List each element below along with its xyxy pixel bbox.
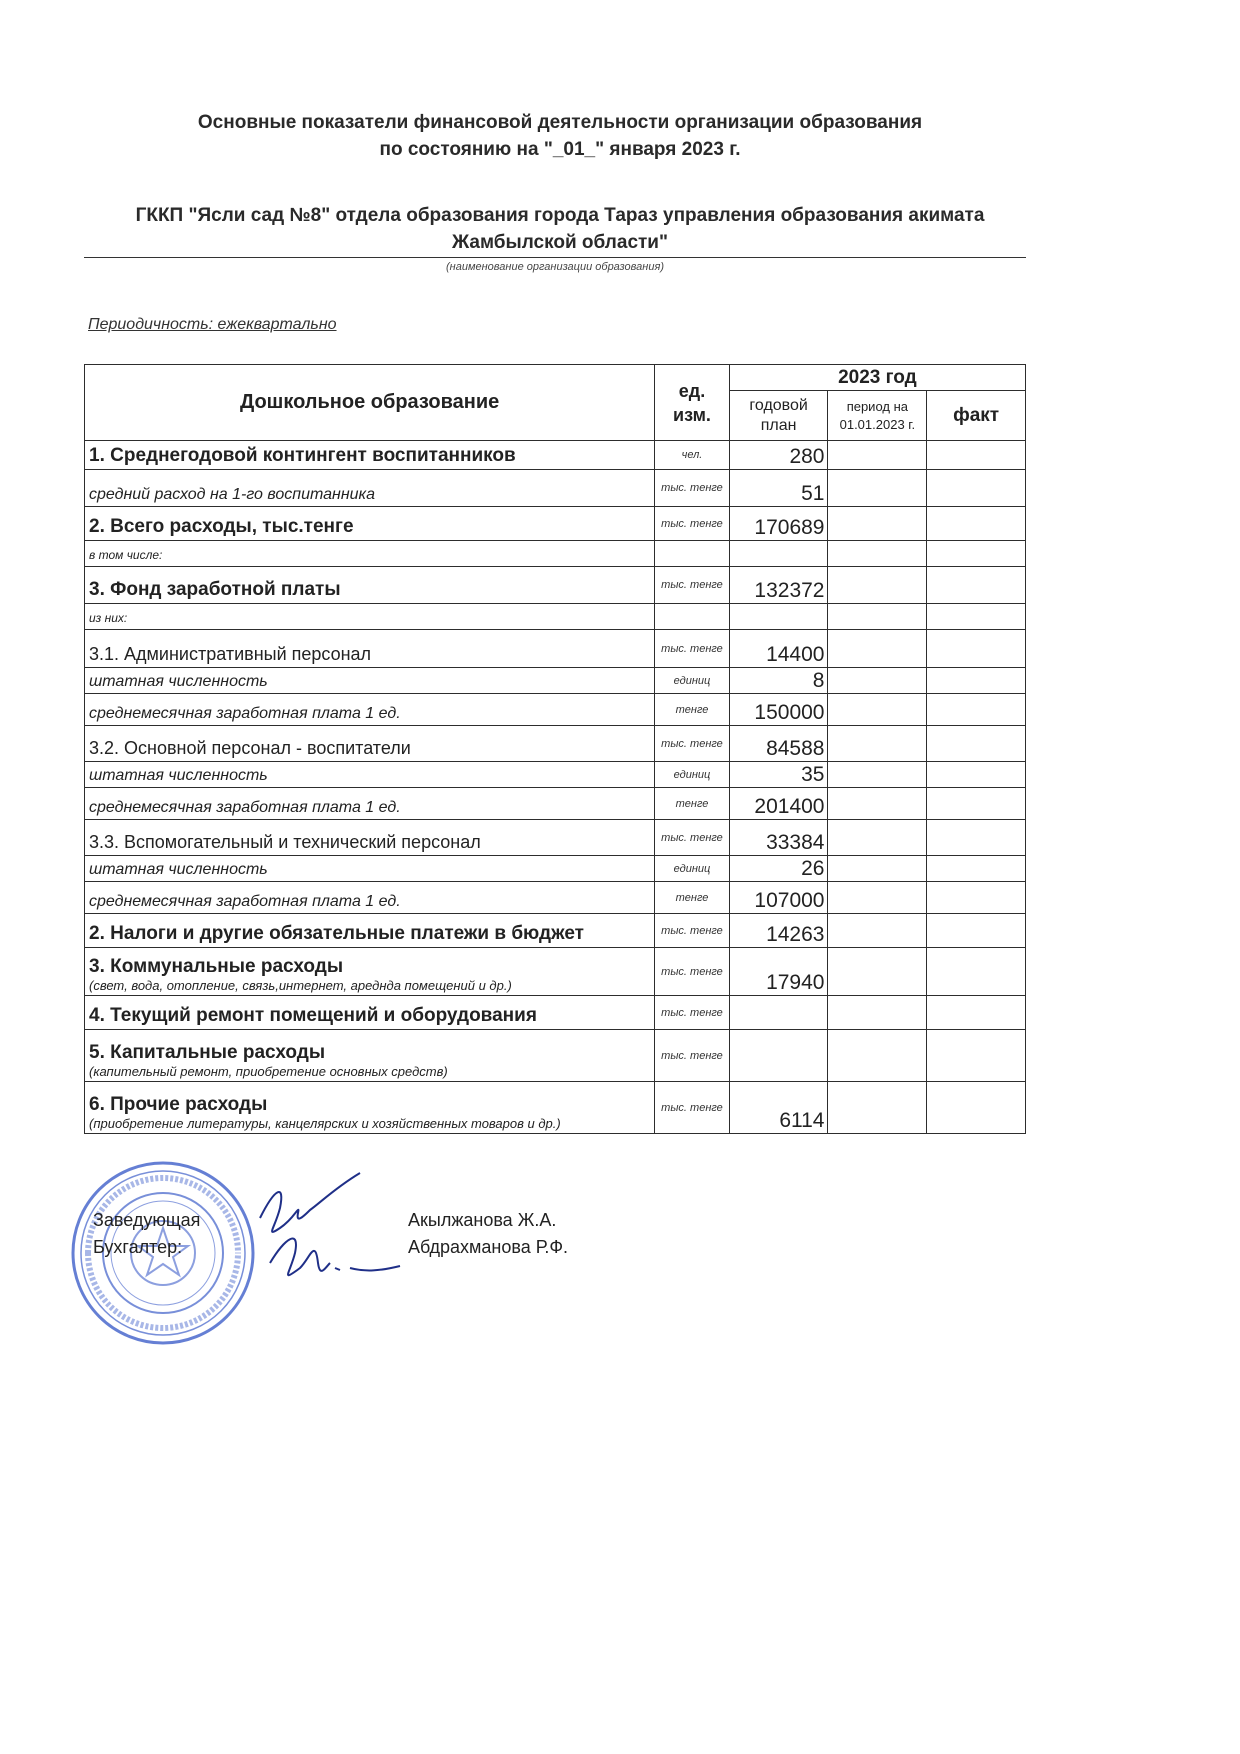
row-label-note: (свет, вода, отопление, связь,интернет, ареднда помещений и др.)	[89, 978, 512, 993]
row-label-text: 3.2. Основной персонал - воспитатели	[89, 738, 411, 758]
header-period-line1: период на	[846, 398, 908, 414]
table-row	[85, 914, 1026, 948]
row-label	[85, 1030, 655, 1082]
row-fact	[927, 1030, 1026, 1082]
row-label	[85, 668, 655, 694]
row-annual-plan: 6114	[729, 1082, 828, 1134]
row-period	[828, 668, 927, 694]
row-fact	[927, 668, 1026, 694]
row-annual-plan: 280	[729, 441, 828, 470]
row-fact	[927, 762, 1026, 788]
row-period	[828, 948, 927, 996]
header-annual-plan-line1: годовой	[749, 396, 808, 414]
row-annual-plan: 132372	[729, 567, 828, 604]
row-label	[85, 567, 655, 604]
row-annual-plan: 150000	[729, 694, 828, 726]
row-unit: единиц	[655, 856, 730, 882]
row-fact	[927, 788, 1026, 820]
row-annual-plan: 17940	[729, 948, 828, 996]
row-unit	[655, 604, 730, 630]
table-row	[85, 668, 1026, 694]
row-period	[828, 788, 927, 820]
row-label-text: 3. Фонд заработной платы	[89, 579, 341, 600]
row-fact	[927, 470, 1026, 507]
row-fact	[927, 726, 1026, 762]
accountant-label: Бухгалтер:	[93, 1237, 183, 1257]
row-label-text: 2. Налоги и другие обязательные платежи в бюджет	[89, 923, 584, 944]
row-label-text: 1. Среднегодовой контингент воспитанников	[89, 445, 516, 466]
row-unit: тыс. тенге	[655, 996, 730, 1030]
row-label	[85, 604, 655, 630]
header-preschool-education: Дошкольное образование	[85, 365, 655, 441]
header-unit-line1: ед.	[678, 380, 706, 401]
row-unit: тыс. тенге	[655, 567, 730, 604]
header-annual-plan	[729, 391, 828, 441]
table-row	[85, 567, 1026, 604]
row-annual-plan	[729, 604, 828, 630]
row-period	[828, 470, 927, 507]
header-fact: факт	[927, 391, 1026, 441]
row-fact	[927, 567, 1026, 604]
table-row	[85, 726, 1026, 762]
table-row	[85, 820, 1026, 856]
row-label-note: (приобретение литературы, канцелярских и хозяйственных товаров и др.)	[89, 1116, 561, 1131]
row-unit: тенге	[655, 694, 730, 726]
row-unit: тыс. тенге	[655, 1030, 730, 1082]
row-annual-plan: 84588	[729, 726, 828, 762]
row-fact	[927, 882, 1026, 914]
row-label-text: штатная численность	[89, 673, 268, 690]
row-unit: единиц	[655, 668, 730, 694]
header-unit-line2: изм.	[673, 404, 711, 425]
row-label-text: среднемесячная заработная плата 1 ед.	[89, 799, 401, 816]
row-label	[85, 694, 655, 726]
row-fact	[927, 604, 1026, 630]
row-label	[85, 914, 655, 948]
row-label	[85, 820, 655, 856]
table-row	[85, 441, 1026, 470]
row-fact	[927, 541, 1026, 567]
row-period	[828, 1030, 927, 1082]
row-period	[828, 441, 927, 470]
header-period-line2: 01.01.2023 г.	[839, 416, 916, 432]
row-label	[85, 996, 655, 1030]
row-label-text: 4. Текущий ремонт помещений и оборудования	[89, 1005, 537, 1026]
row-unit: тенге	[655, 788, 730, 820]
row-unit: тыс. тенге	[655, 914, 730, 948]
header-annual-plan-line2: план	[760, 416, 797, 434]
row-fact	[927, 856, 1026, 882]
handwritten-signatures	[240, 1168, 410, 1308]
row-label-text: среднемесячная заработная плата 1 ед.	[89, 705, 401, 722]
header-unit	[655, 365, 730, 441]
header-year: 2023 год	[729, 365, 1025, 391]
row-annual-plan: 8	[729, 668, 828, 694]
row-label-text: среднемесячная заработная плата 1 ед.	[89, 893, 401, 910]
row-annual-plan: 51	[729, 470, 828, 507]
row-label	[85, 856, 655, 882]
row-period	[828, 996, 927, 1030]
head-name: Акылжанова Ж.А.	[408, 1210, 557, 1230]
row-label-text: 3.3. Вспомогательный и технический персонал	[89, 832, 481, 852]
row-period	[828, 914, 927, 948]
row-label	[85, 762, 655, 788]
row-fact	[927, 820, 1026, 856]
periodicity-label: Периодичность: ежеквартально	[88, 316, 337, 333]
row-label	[85, 948, 655, 996]
row-annual-plan	[729, 996, 828, 1030]
report-title: Основные показатели финансовой деятельности организации образования	[197, 112, 923, 133]
row-unit: тыс. тенге	[655, 507, 730, 541]
row-unit: тыс. тенге	[655, 630, 730, 668]
table-row	[85, 788, 1026, 820]
financial-indicators-table	[84, 364, 1026, 1134]
row-period	[828, 604, 927, 630]
row-label	[85, 882, 655, 914]
row-label-text: 3. Коммунальные расходы	[89, 956, 344, 977]
row-period	[828, 567, 927, 604]
table-row	[85, 541, 1026, 567]
row-label-note: (капительный ремонт, приобретение основных средств)	[89, 1064, 448, 1079]
row-label-text: 3.1. Административный персонал	[89, 644, 372, 664]
row-fact	[927, 694, 1026, 726]
table-row	[85, 856, 1026, 882]
table-row	[85, 1082, 1026, 1134]
organization-name-line1: ГККП "Ясли сад №8" отдела образования города Тараз управления образования акимата	[135, 205, 985, 226]
row-fact	[927, 948, 1026, 996]
row-period	[828, 630, 927, 668]
row-unit: тыс. тенге	[655, 470, 730, 507]
table-row	[85, 630, 1026, 668]
row-annual-plan: 170689	[729, 507, 828, 541]
row-period	[828, 694, 927, 726]
table-row	[85, 1030, 1026, 1082]
row-annual-plan: 14263	[729, 914, 828, 948]
row-unit: чел.	[655, 441, 730, 470]
table-row	[85, 996, 1026, 1030]
organization-name-line2: Жамбылской области"	[451, 232, 668, 253]
row-annual-plan: 33384	[729, 820, 828, 856]
row-label-text: средний расход на 1-го воспитанника	[89, 486, 375, 503]
row-period	[828, 726, 927, 762]
accountant-name: Абдрахманова Р.Ф.	[408, 1237, 569, 1257]
row-fact	[927, 1082, 1026, 1134]
row-label-text: штатная численность	[89, 767, 268, 784]
row-unit: единиц	[655, 762, 730, 788]
row-label	[85, 726, 655, 762]
row-period	[828, 1082, 927, 1134]
row-annual-plan	[729, 1030, 828, 1082]
row-fact	[927, 507, 1026, 541]
row-label-text: в том числе:	[89, 548, 163, 562]
row-unit: тыс. тенге	[655, 1082, 730, 1134]
row-label-text: 2. Всего расходы, тыс.тенге	[89, 516, 354, 537]
row-fact	[927, 630, 1026, 668]
row-label	[85, 1082, 655, 1134]
row-fact	[927, 914, 1026, 948]
row-unit: тенге	[655, 882, 730, 914]
row-label	[85, 788, 655, 820]
row-annual-plan: 26	[729, 856, 828, 882]
table-row	[85, 882, 1026, 914]
row-label	[85, 470, 655, 507]
row-period	[828, 507, 927, 541]
table-row	[85, 694, 1026, 726]
table-row	[85, 948, 1026, 996]
row-period	[828, 856, 927, 882]
row-annual-plan: 14400	[729, 630, 828, 668]
table-row	[85, 604, 1026, 630]
row-unit: тыс. тенге	[655, 948, 730, 996]
row-annual-plan: 107000	[729, 882, 828, 914]
row-unit: тыс. тенге	[655, 726, 730, 762]
row-label-text: из них:	[89, 611, 128, 625]
row-label-text: 5. Капитальные расходы	[89, 1042, 326, 1063]
table-row	[85, 762, 1026, 788]
table-row	[85, 507, 1026, 541]
table-row	[85, 470, 1026, 507]
row-label	[85, 541, 655, 567]
row-label	[85, 441, 655, 470]
organization-caption: (наименование организации образования)	[446, 261, 664, 273]
row-period	[828, 762, 927, 788]
row-fact	[927, 441, 1026, 470]
header-period	[828, 391, 927, 441]
row-label	[85, 630, 655, 668]
row-annual-plan	[729, 541, 828, 567]
row-fact	[927, 996, 1026, 1030]
row-label-text: 6. Прочие расходы	[89, 1094, 268, 1115]
row-unit: тыс. тенге	[655, 820, 730, 856]
report-date: по состоянию на "_01_" января 2023 г.	[379, 139, 741, 160]
head-label: Заведующая	[93, 1210, 201, 1230]
row-period	[828, 820, 927, 856]
row-label	[85, 507, 655, 541]
row-annual-plan: 35	[729, 762, 828, 788]
row-annual-plan: 201400	[729, 788, 828, 820]
row-period	[828, 882, 927, 914]
row-label-text: штатная численность	[89, 861, 268, 878]
row-unit	[655, 541, 730, 567]
row-period	[828, 541, 927, 567]
organization-underline	[84, 257, 1026, 258]
